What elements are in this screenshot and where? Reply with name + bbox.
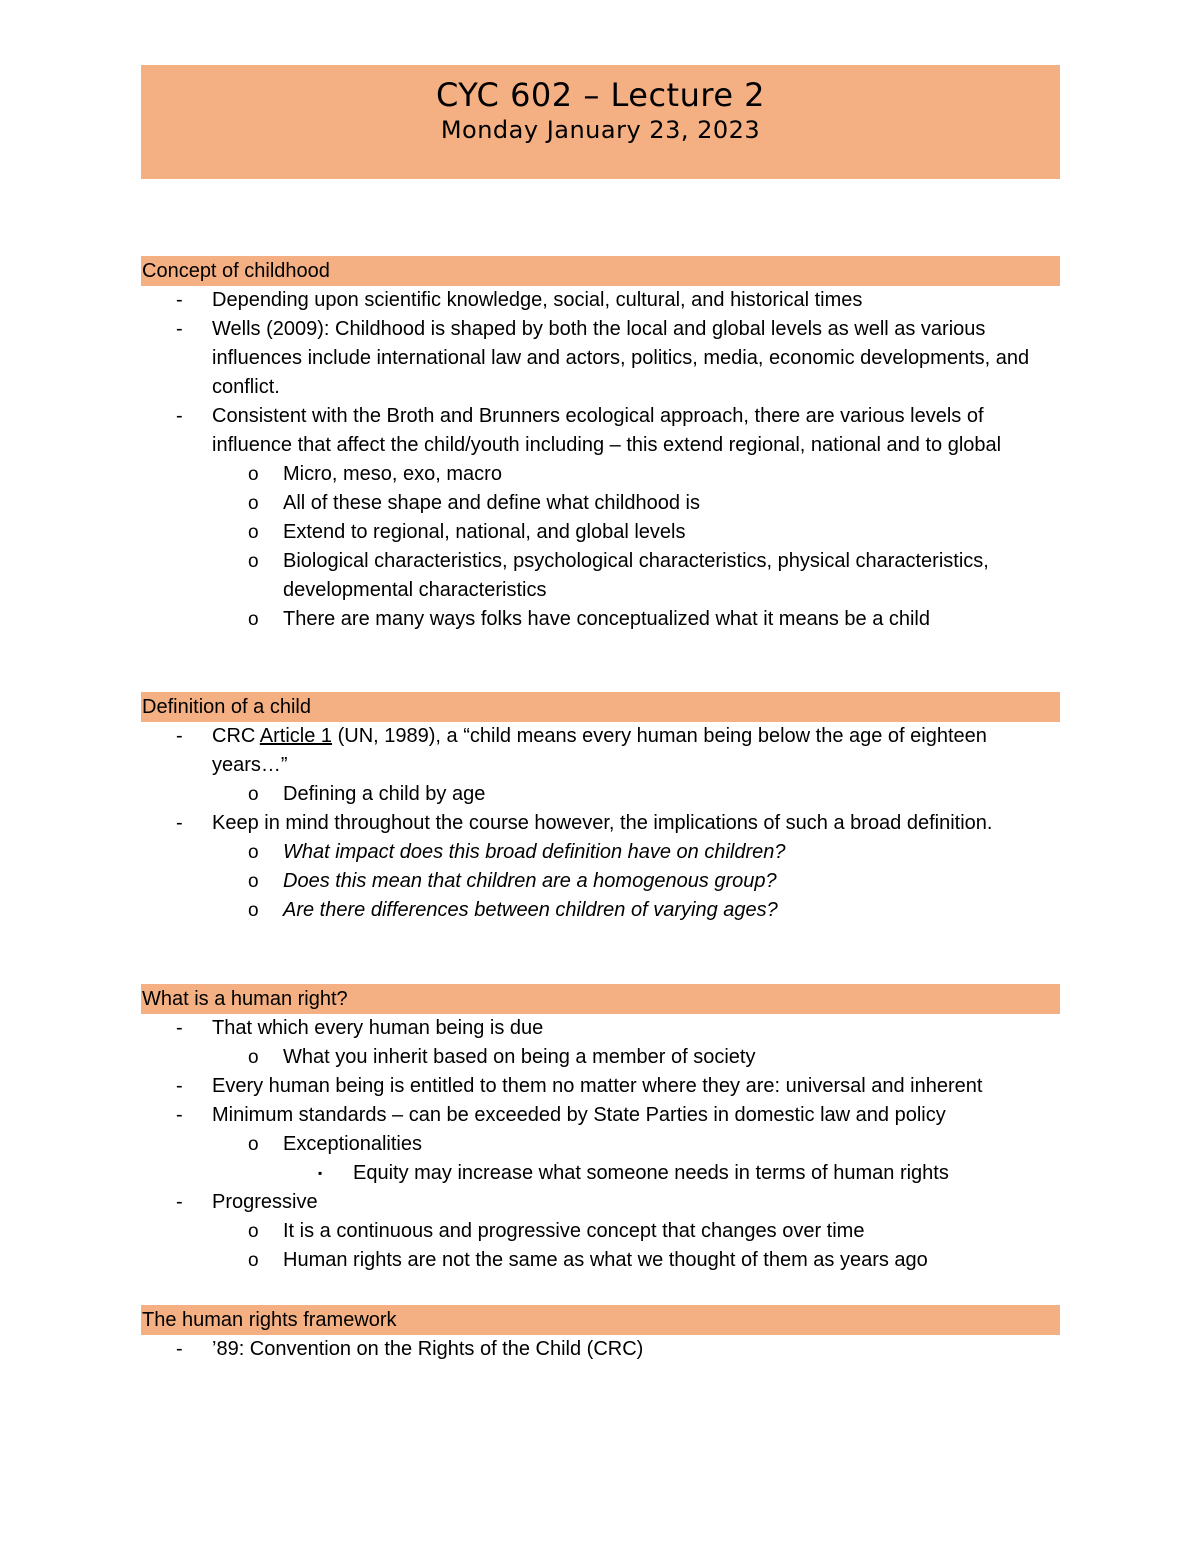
section-concept-of-childhood [141,256,1060,634]
circle-bullet: o [248,1250,259,1271]
list-item [141,286,1060,315]
circle-bullet: o [248,551,259,572]
item-text: Keep in mind throughout the course however, the implications of such a broad definition. [212,812,993,834]
list-item [141,1188,1060,1217]
circle-bullet: o [248,842,259,863]
circle-bullet: o [248,522,259,543]
sub-list-item [141,489,1060,518]
sub-list-item [141,1130,1060,1159]
item-text: Equity may increase what someone needs in terms of human rights [353,1162,949,1184]
item-text: Depending upon scientific knowledge, social, cultural, and historical times [212,289,863,311]
dash-bullet: - [176,1191,183,1213]
list-item [141,315,1060,402]
dash-bullet: - [176,289,183,311]
list-item [141,1014,1060,1043]
list-item [141,809,1060,838]
section-heading: Definition of a child [141,692,1060,722]
dash-bullet: - [176,1338,183,1360]
item-text: Wells (2009): Childhood is shaped by both the local and global levels as well as various influences include international law and actors, politics, media, economic developments, and conflict. [212,318,1030,398]
list-item [141,1101,1060,1130]
item-text: It is a continuous and progressive concept that changes over time [283,1220,865,1242]
circle-bullet: o [248,493,259,514]
sub-list-item [141,838,1060,867]
article-1-reference: Article 1 [259,725,333,747]
section-definition-of-a-child [141,692,1060,925]
circle-bullet: o [248,1221,259,1242]
sub-list-item [141,1246,1060,1275]
item-text: All of these shape and define what childhood is [283,492,700,514]
sub-list-item [141,518,1060,547]
question-text: Does this mean that children are a homogenous group? [283,870,777,892]
title-block [141,65,1060,179]
sub-list-item [141,896,1060,925]
circle-bullet: o [248,871,259,892]
section-what-is-a-human-right [141,984,1060,1275]
circle-bullet: o [248,1134,259,1155]
sub-list-item [141,460,1060,489]
question-text: Are there differences between children of varying ages? [283,899,778,921]
item-text: Human rights are not the same as what we thought of them as years ago [283,1249,928,1271]
item-text: Biological characteristics, psychological characteristics, physical characteristics, developmental characteristics [283,550,989,601]
sub-list-item [141,867,1060,896]
item-text: What you inherit based on being a member of society [283,1046,756,1068]
item-text: Exceptionalities [283,1133,422,1155]
dash-bullet: - [176,1104,183,1126]
sub-list-item [141,547,1060,605]
item-text: Minimum standards – can be exceeded by State Parties in domestic law and policy [212,1104,946,1126]
item-text: Micro, meso, exo, macro [283,463,502,485]
circle-bullet: o [248,900,259,921]
sub-list-item [141,1043,1060,1072]
item-text: There are many ways folks have conceptualized what it means be a child [283,608,931,630]
list-item [141,1072,1060,1101]
dash-bullet: - [176,318,183,340]
item-text: ’89: Convention on the Rights of the Child (CRC) [212,1338,644,1360]
circle-bullet: o [248,784,259,805]
dash-bullet: - [176,1017,183,1039]
circle-bullet: o [248,464,259,485]
item-text: Progressive [212,1191,318,1213]
dash-bullet: - [176,1075,183,1097]
circle-bullet: o [248,609,259,630]
text-segment: , [435,725,441,747]
dash-bullet: - [176,812,183,834]
list-item [141,402,1060,460]
page-title: CYC 602 – Lecture 2 [435,76,766,114]
dash-bullet: - [176,405,183,427]
item-text [212,725,987,776]
list-item [141,1335,1060,1364]
item-text: Consistent with the Broth and Brunners ecological approach, there are various levels of influence that affect the child/youth including – this extend regional, national and to global [212,405,1002,456]
circle-bullet: o [248,1047,259,1068]
section-human-rights-framework [141,1305,1060,1364]
dash-bullet: - [176,725,183,747]
section-heading: The human rights framework [141,1305,1060,1335]
section-heading: Concept of childhood [141,256,1060,286]
text-segment: CRC [212,725,260,747]
item-text: Defining a child by age [283,783,486,805]
question-text: What impact does this broad definition have on children? [283,841,786,863]
section-heading: What is a human right? [141,984,1060,1014]
square-bullet: ▪ [318,1166,323,1180]
sub-list-item [141,1217,1060,1246]
lecture-date: Monday January 23, 2023 [440,116,761,144]
list-item [141,722,1060,780]
sub-sub-list-item [141,1159,1060,1188]
item-text: That which every human being is due [212,1017,544,1039]
sub-list-item [141,605,1060,634]
text-segment: a “child means every human being below the age of eighteen years…” [212,725,987,776]
sub-list-item [141,780,1060,809]
text-segment: (UN, 1989) [332,725,436,747]
item-text: Extend to regional, national, and global levels [283,521,686,543]
item-text: Every human being is entitled to them no matter where they are: universal and inherent [212,1075,983,1097]
